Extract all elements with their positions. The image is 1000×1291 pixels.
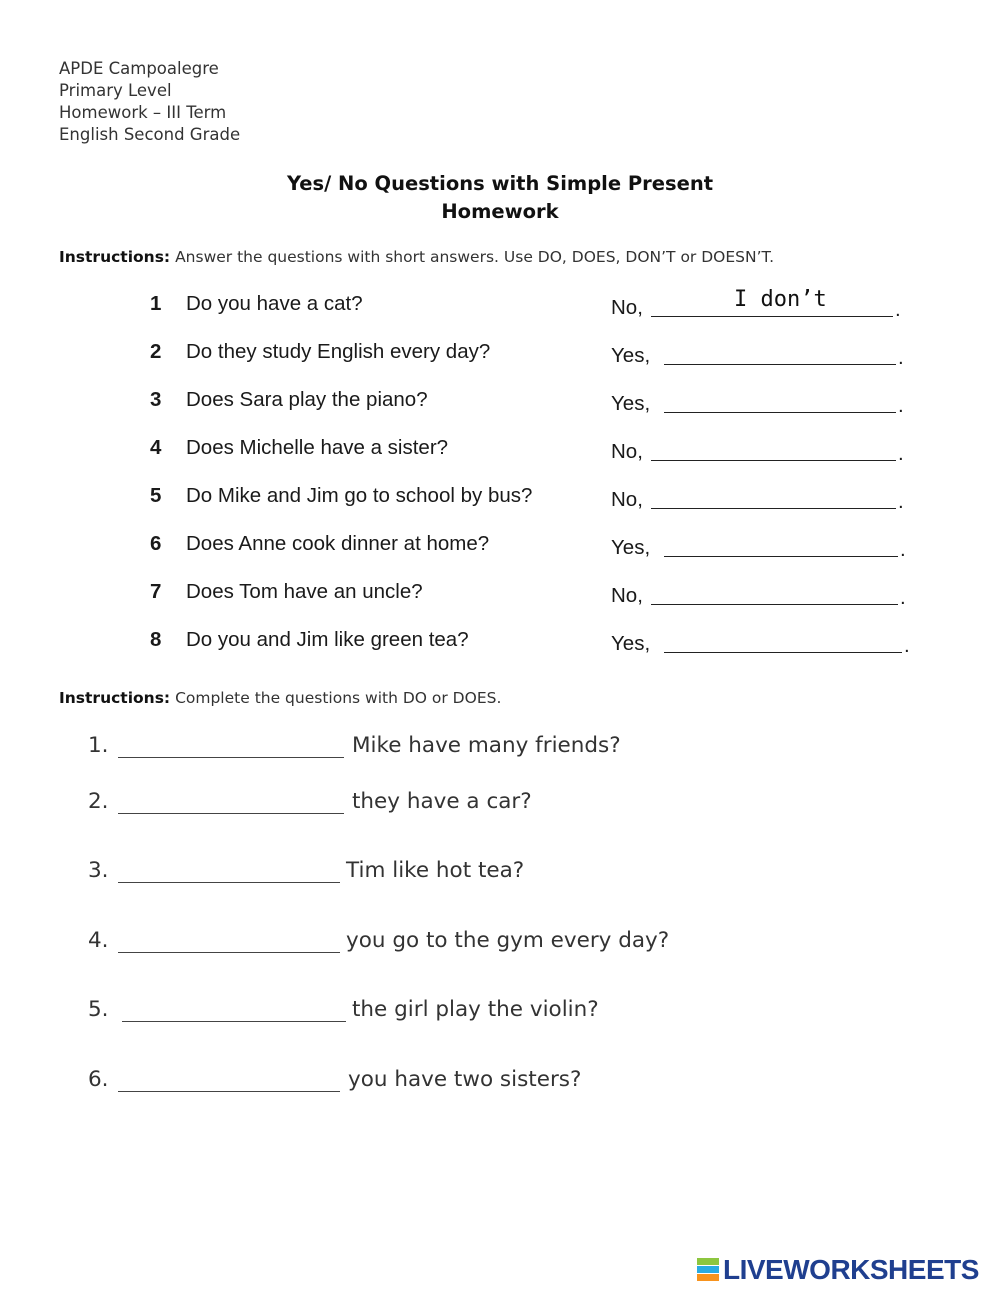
school-level: Primary Level	[59, 81, 172, 100]
question-row	[0, 576, 1000, 616]
item-text: you have two sisters?	[348, 1067, 582, 1092]
answer-blank[interactable]	[651, 316, 893, 317]
instructions-part1	[59, 248, 774, 266]
school-name: APDE Campoalegre	[59, 59, 219, 78]
question-number: 6	[150, 532, 162, 555]
homework-term: Homework – III Term	[59, 103, 227, 122]
fill-in-row	[0, 787, 1000, 823]
fill-in-row	[0, 1065, 1000, 1101]
question-row	[0, 480, 1000, 520]
instructions-part2	[59, 689, 501, 707]
question-number: 3	[150, 388, 162, 411]
question-text: Does Anne cook dinner at home?	[186, 532, 490, 555]
answer-prefix: No,	[611, 584, 643, 607]
question-number: 5	[150, 484, 162, 507]
item-number: 4.	[88, 928, 109, 953]
fill-blank[interactable]	[118, 1091, 340, 1092]
page-subtitle: Homework	[441, 200, 559, 223]
answer-period: .	[898, 490, 904, 513]
answer-blank[interactable]	[651, 460, 896, 461]
answer-period: .	[898, 346, 904, 369]
question-text: Does Michelle have a sister?	[186, 436, 449, 459]
item-text: the girl play the violin?	[352, 997, 599, 1022]
answer-period: .	[898, 394, 904, 417]
question-row	[0, 288, 1000, 328]
question-number: 8	[150, 628, 162, 651]
page-title: Yes/ No Questions with Simple Present	[286, 172, 714, 195]
item-number: 2.	[88, 789, 109, 814]
answer-period: .	[904, 634, 910, 657]
item-text: they have a car?	[352, 789, 532, 814]
answer-period: .	[900, 586, 906, 609]
answer-blank[interactable]	[664, 652, 902, 653]
instructions-label: Instructions:	[59, 248, 171, 266]
fill-blank[interactable]	[118, 757, 344, 758]
answer-blank[interactable]	[651, 508, 896, 509]
question-text: Do they study English every day?	[186, 340, 491, 363]
fill-in-row	[0, 926, 1000, 962]
question-number: 1	[150, 292, 162, 315]
question-number: 7	[150, 580, 162, 603]
answer-prefix: Yes,	[611, 392, 651, 415]
fill-in-row	[0, 731, 1000, 767]
liveworksheets-icon	[697, 1258, 719, 1282]
question-row	[0, 624, 1000, 664]
question-number: 4	[150, 436, 162, 459]
fill-blank[interactable]	[118, 952, 340, 953]
answer-prefix: No,	[611, 296, 643, 319]
course-name: English Second Grade	[59, 125, 241, 144]
item-number: 5.	[88, 997, 109, 1022]
question-row	[0, 432, 1000, 472]
fill-blank[interactable]	[118, 882, 340, 883]
answer-prefix: Yes,	[611, 632, 651, 655]
fill-in-row	[0, 995, 1000, 1031]
answer-period: .	[895, 298, 901, 321]
fill-blank[interactable]	[118, 813, 344, 814]
item-text: Mike have many friends?	[352, 733, 621, 758]
fill-in-row	[0, 856, 1000, 892]
answer-prefix: No,	[611, 488, 643, 511]
question-number: 2	[150, 340, 162, 363]
instructions-text: Answer the questions with short answers. Use DO, DOES, DON’T or DOESN’T.	[170, 248, 775, 266]
answer-prefix: Yes,	[611, 536, 651, 559]
question-text: Does Sara play the piano?	[186, 388, 428, 411]
answer-blank[interactable]	[664, 364, 896, 365]
answer-prefix: No,	[611, 440, 643, 463]
question-row	[0, 528, 1000, 568]
answer-blank[interactable]	[651, 604, 898, 605]
handwritten-answer: I don’t	[734, 287, 827, 312]
item-number: 1.	[88, 733, 109, 758]
instructions-label: Instructions:	[59, 689, 171, 707]
question-row	[0, 336, 1000, 376]
item-text: you go to the gym every day?	[346, 928, 670, 953]
answer-blank[interactable]	[664, 412, 896, 413]
brand-name: LIVEWORKSHEETS	[723, 1254, 979, 1285]
item-text: Tim like hot tea?	[346, 858, 525, 883]
answer-period: .	[900, 538, 906, 561]
fill-blank[interactable]	[122, 1021, 346, 1022]
question-text: Do you have a cat?	[186, 292, 363, 315]
question-text: Do Mike and Jim go to school by bus?	[186, 484, 533, 507]
question-text: Does Tom have an uncle?	[186, 580, 423, 603]
instructions-text: Complete the questions with DO or DOES.	[170, 689, 502, 707]
question-text: Do you and Jim like green tea?	[186, 628, 469, 651]
answer-period: .	[898, 442, 904, 465]
answer-prefix: Yes,	[611, 344, 651, 367]
item-number: 6.	[88, 1067, 109, 1092]
item-number: 3.	[88, 858, 109, 883]
school-header	[59, 58, 240, 146]
question-row	[0, 384, 1000, 424]
answer-blank[interactable]	[664, 556, 898, 557]
